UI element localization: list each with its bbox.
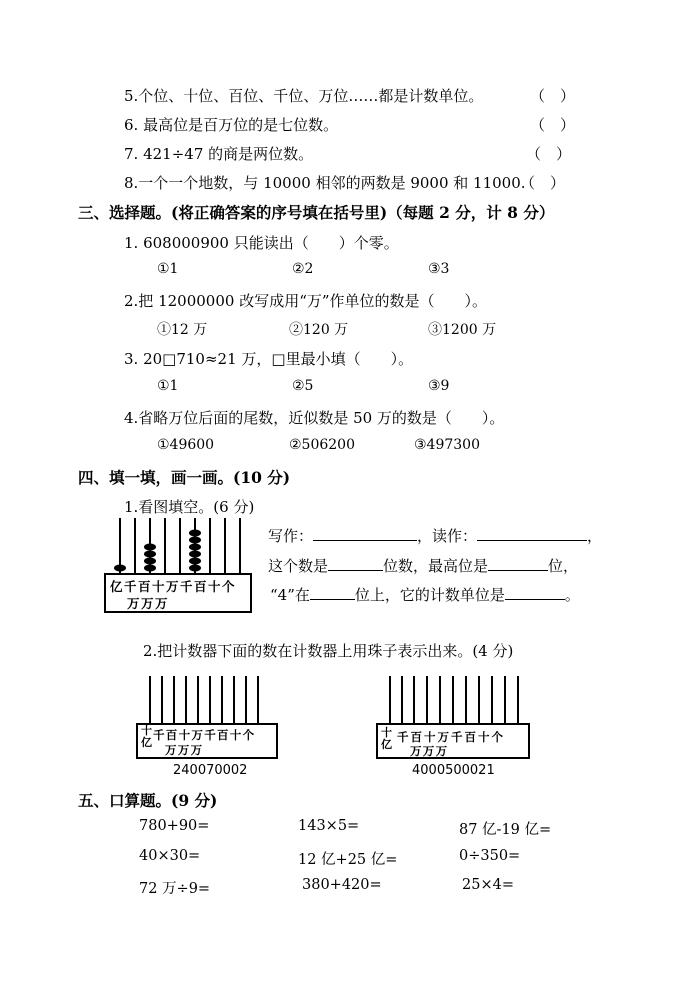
choice-option[interactable]: ①12 万 xyxy=(157,322,208,338)
counter-1-wan-labels: 万万万 xyxy=(165,743,204,757)
calc-item[interactable]: 87 亿-19 亿= xyxy=(459,822,552,838)
choice-question-1: 1. 608000900 只能读出（ ）个零。 xyxy=(124,234,399,252)
calc-item[interactable]: 0÷350= xyxy=(459,848,521,864)
counter-1[interactable] xyxy=(136,676,280,760)
calc-item[interactable]: 780+90= xyxy=(139,818,210,834)
choice-option[interactable]: ②2 xyxy=(292,261,314,277)
highest-label: 位数，最高位是 xyxy=(383,557,489,575)
comma: ， xyxy=(587,527,603,545)
highest-place-blank[interactable] xyxy=(488,556,548,571)
choice-option[interactable]: ③1200 万 xyxy=(428,322,497,338)
counter-2-left-label: 十亿 xyxy=(381,726,392,751)
unit-blank[interactable] xyxy=(505,585,565,600)
calc-item[interactable]: 72 万÷9= xyxy=(139,881,211,897)
choice-question-2: 2.把 12000000 改写成用“万”作单位的数是（ ）。 xyxy=(124,292,488,310)
digits-label: 这个数是 xyxy=(268,557,329,575)
fill-question-1-label: 1.看图填空。(6 分) xyxy=(124,498,255,516)
unit-label: 位上，它的计数单位是 xyxy=(354,586,505,604)
counter-1-left-label: 十亿 xyxy=(141,724,152,749)
tf-item-5: 5.个位、十位、百位、千位、万位……都是计数单位。 xyxy=(124,87,484,105)
counter-2-place-labels: 千百十万千百十个 xyxy=(397,730,505,744)
abacus-place-labels-wan: 万万万 xyxy=(127,596,170,611)
calc-item[interactable]: 143×5= xyxy=(298,818,360,834)
calc-item[interactable]: 380+420= xyxy=(302,877,382,893)
choice-option[interactable]: ①49600 xyxy=(157,437,215,453)
fill-question-2-label: 2.把计数器下面的数在计数器上用珠子表示出来。(4 分) xyxy=(143,642,514,660)
counter-1-place-labels: 千百十万千百十个 xyxy=(153,728,256,742)
counter-2[interactable] xyxy=(376,676,532,760)
counter-1-number: 240070002 xyxy=(173,763,248,778)
section4-title: 四、填一填，画一画。(10 分) xyxy=(78,468,291,487)
place-suffix: 位， xyxy=(548,557,579,575)
choice-option[interactable]: ②120 万 xyxy=(289,322,349,338)
digits-blank[interactable] xyxy=(328,556,383,571)
tf-answer-paren[interactable]: （ ） xyxy=(530,116,576,134)
write-label: 写作： xyxy=(268,527,314,545)
choice-option[interactable]: ①1 xyxy=(157,378,179,394)
tf-answer-paren[interactable]: （ ） xyxy=(520,174,566,192)
calc-item[interactable]: 40×30= xyxy=(139,848,201,864)
four-place-blank[interactable] xyxy=(310,585,355,600)
counter-2-number: 4000500021 xyxy=(412,763,495,778)
read-blank[interactable] xyxy=(477,526,587,541)
write-blank[interactable] xyxy=(313,526,417,541)
fill-line-3 xyxy=(270,584,580,605)
four-label: “4”在 xyxy=(270,586,310,604)
tf-answer-paren[interactable]: （ ） xyxy=(526,145,572,163)
tf-item-8: 8.一个一个地数，与 10000 相邻的两数是 9000 和 11000. xyxy=(124,174,526,192)
tf-item-7: 7. 421÷47 的商是两位数。 xyxy=(124,145,314,163)
section3-title: 三、选择题。(将正确答案的序号填在括号里)（每题 2 分，计 8 分） xyxy=(78,203,555,222)
fill-line-1 xyxy=(268,525,602,546)
choice-option[interactable]: ①1 xyxy=(157,261,179,277)
choice-option[interactable]: ③497300 xyxy=(414,437,480,453)
counter-2-wan-labels: 万万万 xyxy=(410,744,449,758)
calc-item[interactable]: 25×4= xyxy=(462,877,514,893)
choice-option[interactable]: ②506200 xyxy=(289,437,355,453)
tf-answer-paren[interactable]: （ ） xyxy=(530,87,576,105)
abacus-place-labels: 亿千百十万千百十个 xyxy=(110,579,237,594)
choice-question-4: 4.省略万位后面的尾数，近似数是 50 万的数是（ ）。 xyxy=(124,409,505,427)
tf-item-6: 6. 最高位是百万位的是七位数。 xyxy=(124,116,339,134)
period: 。 xyxy=(564,586,580,604)
choice-question-3: 3. 20□710≈21 万，□里最小填（ ）。 xyxy=(124,350,414,368)
calc-item[interactable]: 12 亿+25 亿= xyxy=(298,852,398,868)
choice-option[interactable]: ③3 xyxy=(428,261,450,277)
choice-option[interactable]: ③9 xyxy=(428,378,450,394)
choice-option[interactable]: ②5 xyxy=(292,378,314,394)
fill-line-2 xyxy=(268,555,578,576)
read-label: ，读作： xyxy=(417,527,478,545)
section5-title: 五、口算题。(9 分) xyxy=(78,791,218,810)
